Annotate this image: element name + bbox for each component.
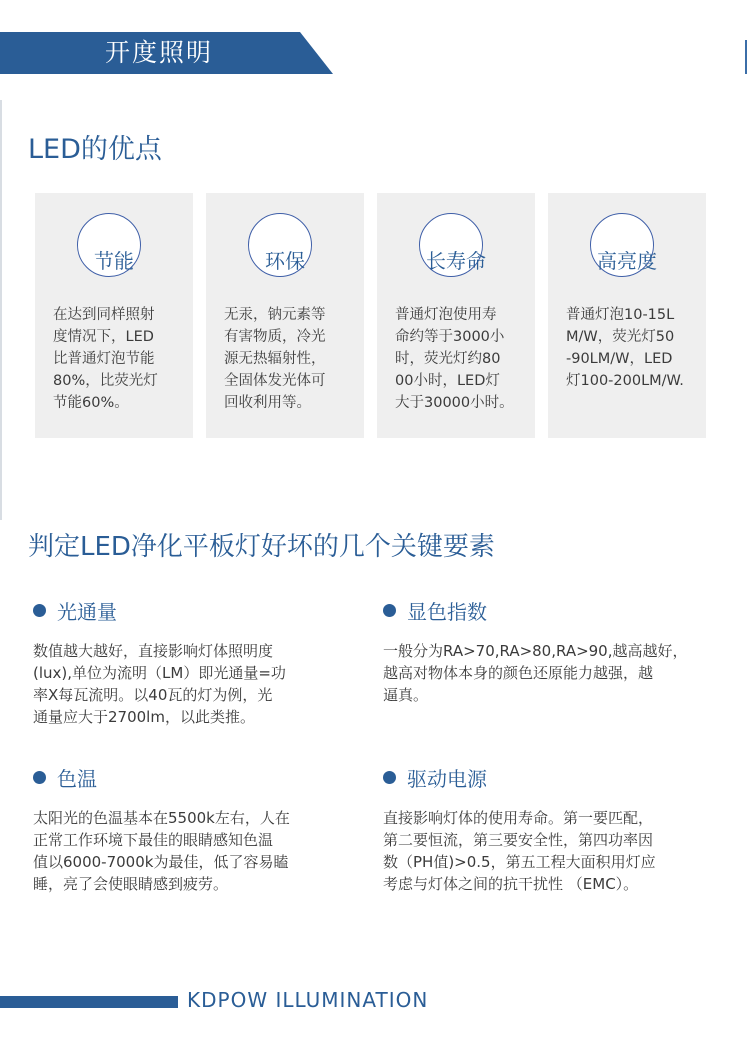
factor-text: 直接影响灯体的使用寿命。第一要匹配， 第二要恒流，第三要安全性，第四功率因 数（PH值)>0.5，第五工程大面积用灯应 考虑与灯体之间的抗干扰性 （EMC）。 — [383, 809, 656, 893]
advantage-text: 普通灯泡10-15L M/W，荧光灯50 -90LM/W，LED 灯100-200LM/W. — [566, 307, 684, 389]
factor-text: 太阳光的色温基本在5500k左右，人在 正常工作环境下最佳的眼睛感知色温 值以6000-7000k为最佳，低了容易瞌 睡，亮了会使眼睛感到疲劳。 — [33, 809, 290, 893]
factor-title: 色温 — [57, 767, 97, 791]
footer-brand: KDPOW ILLUMINATION — [187, 988, 429, 1012]
advantage-text: 普通灯泡使用寿 命约等于3000小 时，荧光灯约80 00小时，LED灯 大于30000小时。 — [395, 307, 514, 411]
footer-bar — [0, 996, 178, 1008]
factors-title: 判定LED净化平板灯好坏的几个关键要素 — [28, 532, 495, 562]
bullet-icon — [383, 604, 396, 617]
edge-mark — [745, 40, 747, 74]
factor-text: 数值越大越好，直接影响灯体照明度 (lux),单位为流明（LM）即光通量=功 率X每瓦流明。以40瓦的灯为例，光 通量应大于2700lm，以此类推。 — [33, 642, 286, 726]
advantage-card-lifespan — [377, 193, 535, 438]
advantage-card-brightness — [548, 193, 706, 438]
factor-title: 显色指数 — [407, 600, 487, 624]
advantage-label: 长寿命 — [426, 249, 486, 273]
advantage-label: 环保 — [265, 249, 305, 273]
advantage-card-eco — [206, 193, 364, 438]
factor-title: 驱动电源 — [407, 767, 487, 791]
advantages-title: LED的优点 — [28, 134, 162, 165]
bullet-icon — [33, 604, 46, 617]
factor-title: 光通量 — [57, 600, 117, 624]
bullet-icon — [33, 771, 46, 784]
advantage-label: 节能 — [94, 249, 134, 273]
advantage-label: 高亮度 — [597, 249, 657, 273]
left-rule — [0, 100, 2, 520]
advantage-text: 无汞，钠元素等 有害物质，冷光 源无热辐射性， 全固体发光体可 回收利用等。 — [224, 307, 326, 411]
header-title: 开度照明 — [105, 38, 214, 67]
advantage-text: 在达到同样照射 度情况下，LED 比普通灯泡节能 80%，比荧光灯 节能60%。 — [53, 307, 158, 411]
bullet-icon — [383, 771, 396, 784]
advantage-card-energy — [35, 193, 193, 438]
factor-text: 一般分为RA>70,RA>80,RA>90,越高越好， 越高对物体本身的颜色还原能力越强，越 逼真。 — [383, 642, 688, 704]
